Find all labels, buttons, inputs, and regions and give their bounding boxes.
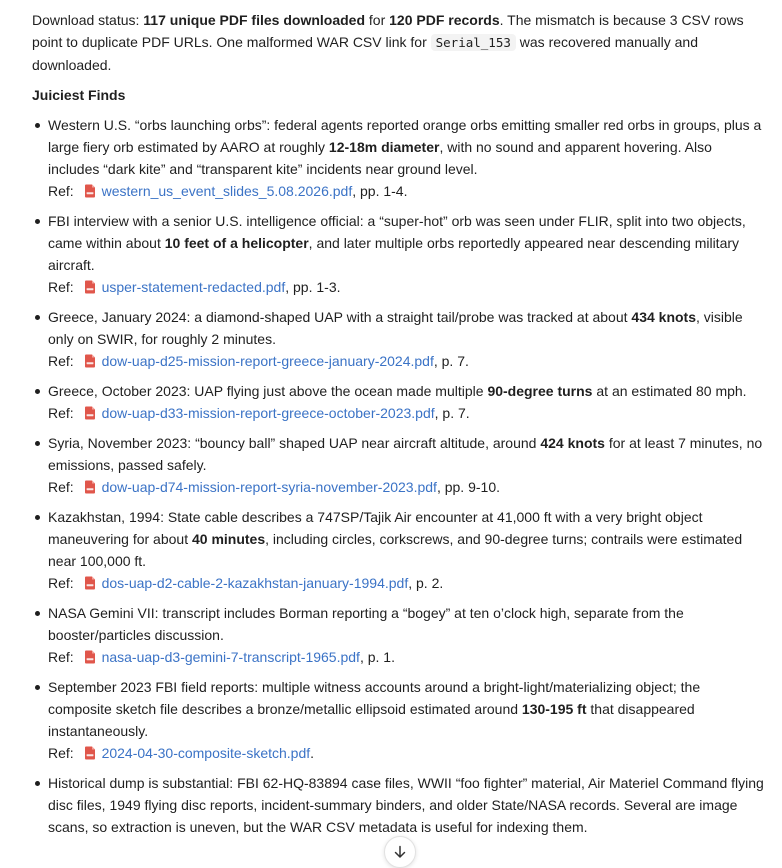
finding-highlight: 12-18m diameter xyxy=(328,139,440,155)
finding-item xyxy=(32,210,767,298)
pdf-file-icon xyxy=(84,744,96,758)
pdf-link[interactable]: 2024-04-30-composite-sketch.pdf xyxy=(101,745,311,761)
ref-label: Ref: xyxy=(48,575,74,591)
finding-item-last xyxy=(32,772,767,838)
finding-highlight: 424 knots xyxy=(540,435,605,451)
reference-line xyxy=(48,180,767,202)
finding-text-cont: , and later multiple orbs reportedly appeared near descending military aircraft. xyxy=(48,235,740,273)
finding-text-cont: , visible only on SWIR, for roughly 2 minutes. xyxy=(48,309,743,347)
status-text-1: Download status: xyxy=(32,12,144,28)
download-status xyxy=(32,9,767,76)
pdf-link[interactable]: western_us_event_slides_5.08.2026.pdf xyxy=(101,183,353,199)
pdf-file-icon xyxy=(84,478,96,492)
pdf-file-icon xyxy=(84,404,96,418)
pdf-link[interactable]: nasa-uap-d3-gemini-7-transcript-1965.pdf xyxy=(101,649,360,665)
page-ref: , p. 1. xyxy=(359,649,395,665)
finding-highlight: 130-195 ft xyxy=(521,701,587,717)
finding-text-cont: that disappeared instantaneously. xyxy=(48,701,695,739)
page-ref: , p. 7. xyxy=(433,353,469,369)
ref-label: Ref: xyxy=(48,183,74,199)
finding-text: September 2023 FBI field reports: multiple witness accounts around a bright-light/materializing object; the composite sketch file describes a bronze/metallic ellipsoid estimated around xyxy=(48,679,701,717)
inline-code: Serial_153 xyxy=(431,34,516,51)
finding-item xyxy=(32,506,767,594)
ref-label: Ref: xyxy=(48,479,74,495)
finding-text: Western U.S. “orbs launching orbs”: federal agents reported orange orbs emitting smaller red orbs in groups, plus a large fiery orb estimated by AARO at roughly xyxy=(48,117,762,155)
finds-list xyxy=(32,114,767,838)
reference-line xyxy=(48,572,767,594)
reference-line xyxy=(48,276,767,298)
reference-line xyxy=(48,350,767,372)
pdf-file-icon xyxy=(84,182,96,196)
section-heading: Juiciest Finds xyxy=(32,87,126,103)
scroll-down-button[interactable] xyxy=(384,836,416,868)
pdf-link[interactable]: dow-uap-d33-mission-report-greece-october-2023.pdf xyxy=(101,405,435,421)
status-text-4: was recovered manually and downloaded. xyxy=(32,34,698,73)
finding-text-cont: , with no sound and apparent hovering. Also includes “dark kite” and “transparent kite” incidents near ground level. xyxy=(48,139,712,177)
finding-highlight: 40 minutes xyxy=(191,531,266,547)
finding-text-cont: at an estimated 80 mph. xyxy=(592,383,747,399)
status-text-3: . The mismatch is because 3 CSV rows point to duplicate PDF URLs. One malformed WAR CSV link for xyxy=(32,12,744,50)
finding-item xyxy=(32,114,767,202)
finding-text: Greece, January 2024: a diamond-shaped UAP with a straight tail/probe was tracked at about xyxy=(48,309,632,325)
message-content xyxy=(32,9,767,846)
pdf-link[interactable]: dow-uap-d74-mission-report-syria-november-2023.pdf xyxy=(101,479,437,495)
finding-text: Syria, November 2023: “bouncy ball” shaped UAP near aircraft altitude, around xyxy=(48,435,541,451)
finding-text-cont: , including circles, corkscrews, and 90-degree turns; contrails were estimated near 100,000 ft. xyxy=(48,531,743,569)
reference-line xyxy=(48,476,767,498)
finding-text: NASA Gemini VII: transcript includes Borman reporting a “bogey” at ten o’clock high, separate from the booster/particles discussion. xyxy=(48,605,684,643)
finding-highlight: 434 knots xyxy=(631,309,697,325)
pdf-file-icon xyxy=(84,352,96,366)
ref-label: Ref: xyxy=(48,353,74,369)
reference-line xyxy=(48,402,767,424)
page-ref: . xyxy=(310,745,315,761)
pdf-file-icon xyxy=(84,574,96,588)
pdf-link[interactable]: dos-uap-d2-cable-2-kazakhstan-january-1994.pdf xyxy=(101,575,409,591)
finding-item xyxy=(32,602,767,668)
finding-text: FBI interview with a senior U.S. intelligence official: a “super-hot” orb was seen under FLIR, split into two objects, came within about xyxy=(48,213,746,251)
finding-item xyxy=(32,380,767,424)
page-ref: , p. 7. xyxy=(434,405,470,421)
finding-item xyxy=(32,676,767,764)
finding-item xyxy=(32,306,767,372)
page-ref: , pp. 1-3. xyxy=(285,279,341,295)
reference-line xyxy=(48,742,767,764)
ref-label: Ref: xyxy=(48,279,74,295)
finding-highlight: 90-degree turns xyxy=(487,383,593,399)
finding-item xyxy=(32,432,767,498)
finding-text: Greece, October 2023: UAP flying just above the ocean made multiple xyxy=(48,383,488,399)
finding-text: Kazakhstan, 1994: State cable describes a 747SP/Tajik Air encounter at 41,000 ft with a very bright object maneuvering for about xyxy=(48,509,703,547)
pdf-file-icon xyxy=(84,648,96,662)
status-bold-2: 120 PDF records xyxy=(389,12,500,28)
ref-label: Ref: xyxy=(48,745,74,761)
page-ref: , p. 2. xyxy=(408,575,444,591)
reference-line xyxy=(48,646,767,668)
pdf-file-icon xyxy=(84,278,96,292)
ref-label: Ref: xyxy=(48,649,74,665)
ref-label: Ref: xyxy=(48,405,74,421)
status-text-2: for xyxy=(365,12,390,28)
page-ref: , pp. 9-10. xyxy=(436,479,500,495)
status-bold-1: 117 unique PDF files downloaded xyxy=(143,12,365,28)
finding-highlight: 10 feet of a helicopter xyxy=(164,235,309,251)
pdf-link[interactable]: usper-statement-redacted.pdf xyxy=(101,279,286,295)
finding-text-cont: for at least 7 minutes, no emissions, passed safely. xyxy=(48,435,763,473)
arrow-down-icon xyxy=(393,845,407,859)
page-ref: , pp. 1-4. xyxy=(352,183,408,199)
pdf-link[interactable]: dow-uap-d25-mission-report-greece-january-2024.pdf xyxy=(101,353,434,369)
finding-text: Historical dump is substantial: FBI 62-HQ-83894 case files, WWII “foo fighter” material, Air Materiel Command flying disc files, 1949 flying disc reports, incident-summary binders, and older State/NASA records. Several are image scans, so extraction is uneven, but the WAR CSV metadata is useful for indexing them. xyxy=(48,775,764,835)
